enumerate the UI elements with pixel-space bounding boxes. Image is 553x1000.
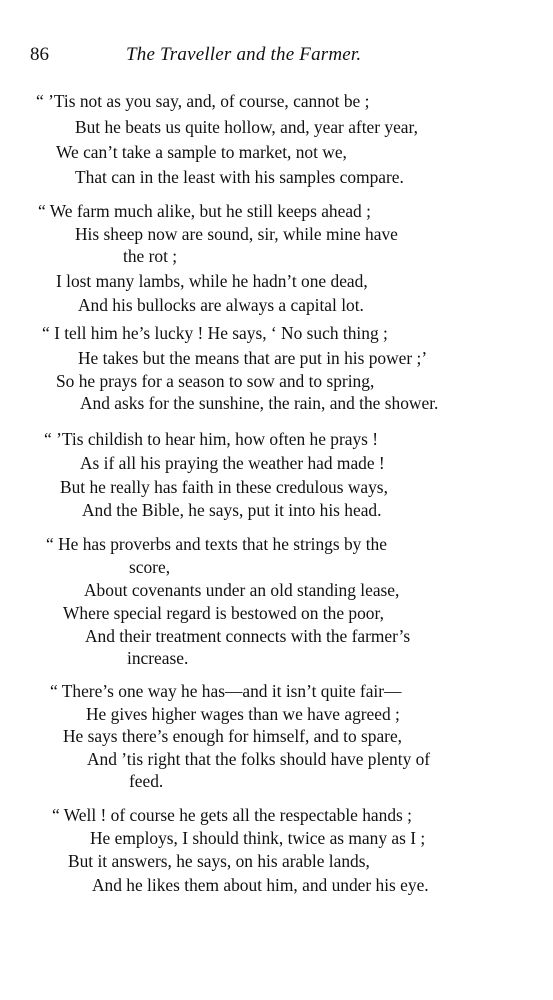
poem-line: “ ’Tis not as you say, and, of course, cannot be ;: [36, 91, 370, 111]
poem-line: About covenants under an old standing lease,: [84, 580, 400, 600]
poem-line: increase.: [127, 648, 189, 668]
poem-line: “ Well ! of course he gets all the respectable hands ;: [52, 805, 412, 825]
poem-line: His sheep now are sound, sir, while mine have: [75, 224, 398, 244]
poem-line: That can in the least with his samples compare.: [75, 167, 404, 187]
poem-line: He employs, I should think, twice as many as I ;: [90, 828, 426, 848]
running-title: The Traveller and the Farmer.: [126, 44, 362, 65]
poem-line: So he prays for a season to sow and to spring,: [56, 371, 375, 391]
poem-line: We can’t take a sample to market, not we,: [56, 142, 347, 162]
poem-line: the rot ;: [123, 246, 178, 266]
poem-line: But he beats us quite hollow, and, year after year,: [75, 117, 418, 137]
poem-line: And ’tis right that the folks should have plenty of: [87, 749, 431, 769]
poem-line: Where special regard is bestowed on the poor,: [63, 603, 384, 623]
poem-line: And he likes them about him, and under his eye.: [92, 875, 429, 895]
poem-line: As if all his praying the weather had made !: [80, 453, 385, 473]
poem-line: But he really has faith in these credulous ways,: [60, 477, 388, 497]
poem-line: “ We farm much alike, but he still keeps ahead ;: [38, 201, 371, 221]
poem-line: And his bullocks are always a capital lot.: [78, 295, 364, 315]
page-header: [30, 44, 531, 74]
poem-line: And the Bible, he says, put it into his head.: [82, 500, 382, 520]
poem-line: feed.: [129, 771, 164, 791]
poem-line: And asks for the sunshine, the rain, and the shower.: [80, 393, 439, 413]
poem-line: I lost many lambs, while he hadn’t one dead,: [56, 271, 368, 291]
page-number: 86: [30, 44, 49, 65]
poem-line: But it answers, he says, on his arable lands,: [68, 851, 370, 871]
poem-line: score,: [129, 557, 171, 577]
poem-line: “ I tell him he’s lucky ! He says, ‘ No such thing ;: [42, 323, 388, 343]
poem-line: “ There’s one way he has—and it isn’t quite fair—: [50, 681, 402, 701]
poem-line: He takes but the means that are put in his power ;’: [78, 348, 428, 368]
poem-line: “ He has proverbs and texts that he strings by the: [46, 534, 387, 554]
poem-line: He says there’s enough for himself, and to spare,: [63, 726, 403, 746]
poem-line: And their treatment connects with the farmer’s: [85, 626, 411, 646]
poem-line: “ ’Tis childish to hear him, how often he prays !: [44, 429, 379, 449]
poem-line: He gives higher wages than we have agreed ;: [86, 704, 400, 724]
